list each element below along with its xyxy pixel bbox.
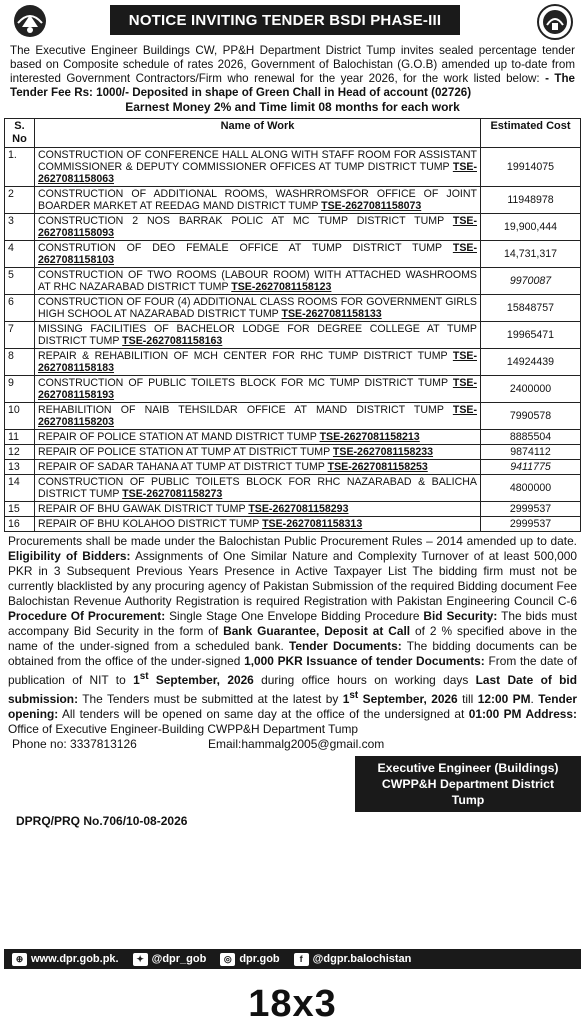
submission-time: 12:00 PM <box>477 691 531 706</box>
row-sno: 12 <box>5 445 35 460</box>
row-work-name <box>35 502 481 517</box>
notice-title: NOTICE INVITING TENDER BSDI PHASE-III <box>110 5 460 35</box>
table-row <box>5 376 581 403</box>
tse-code: TSE-2627081158163 <box>122 335 223 347</box>
row-estimated-cost: 2999537 <box>481 517 581 532</box>
works-table <box>4 118 581 532</box>
tender-documents-text-3: during office hours on working days <box>253 672 476 687</box>
row-sno: 10 <box>5 403 35 430</box>
social-item <box>12 953 119 966</box>
last-date-text-2: till <box>457 691 478 706</box>
social-handle: www.dpr.gob.pk. <box>31 953 119 965</box>
table-row <box>5 475 581 502</box>
row-work-name <box>35 517 481 532</box>
row-sno: 2 <box>5 187 35 214</box>
bid-security-form: Bank Guarantee, Deposit at Call <box>223 624 411 638</box>
row-estimated-cost: 9874112 <box>481 445 581 460</box>
tender-documents-text: The bidding documents can be obtained from the office of the under-signed <box>8 639 577 668</box>
row-sno: 6 <box>5 295 35 322</box>
row-work-name <box>35 445 481 460</box>
bid-security-text: The bids must accompany Bid Security in the form of <box>8 609 578 638</box>
table-row <box>5 241 581 268</box>
twitter-icon: ✦ <box>133 953 148 966</box>
row-work-name <box>35 460 481 475</box>
email-address: Email:hammalg2005@gmail.com <box>208 736 385 751</box>
header-sno: S. No <box>5 119 35 148</box>
table-row <box>5 148 581 187</box>
tender-opening-label: Tender opening: <box>8 691 577 721</box>
issue-date-suffix: st <box>139 671 149 682</box>
row-work-name <box>35 241 481 268</box>
works-table-body <box>5 148 581 532</box>
row-work-name <box>35 322 481 349</box>
work-description: CONSTRUCTION 2 NOS BARRAK POLIC AT MC TUMP DISTRICT TUMP <box>38 215 453 227</box>
row-work-name <box>35 430 481 445</box>
row-sno: 15 <box>5 502 35 517</box>
social-handle: dpr.gob <box>239 953 280 965</box>
tse-code: TSE-2627081158313 <box>262 518 363 530</box>
procedure-text: Single Stage One Envelope Bidding Procedure <box>165 609 424 623</box>
tender-notice <box>4 3 581 980</box>
tse-code: TSE-2627081158293 <box>248 503 349 515</box>
table-row <box>5 349 581 376</box>
earnest-money-text: Earnest Money 2% and Time limit 08 months for each work <box>125 100 460 114</box>
row-estimated-cost: 19914075 <box>481 148 581 187</box>
ad-size-label: 18x3 <box>248 983 337 1024</box>
row-sno: 16 <box>5 517 35 532</box>
row-sno: 3 <box>5 214 35 241</box>
intro-paragraph <box>4 44 581 100</box>
row-sno: 8 <box>5 349 35 376</box>
tse-code: TSE-2627081158063 <box>38 161 477 185</box>
tse-code: TSE-2627081158213 <box>319 431 420 443</box>
tender-opening-text: All tenders will be opened on same day at the office of the undersigned at <box>58 706 469 721</box>
work-description: REPAIR OF BHU KOLAHOO DISTRICT TUMP <box>38 518 263 530</box>
row-work-name <box>35 187 481 214</box>
intro-text: The Executive Engineer Buildings CW, PP&H Department District Tump invites sealed percentage tender based on Composite schedule of rates 2026, Government of Balochistan (G.O.B) amended up to-date from interested Government Contractors/Firm who renewal for the year 2026, for the work listed below: <box>10 44 575 85</box>
last-date-text: The Tenders must be submitted at the latest by <box>78 691 343 706</box>
sentence-end: . <box>530 691 539 706</box>
work-description: CONSTRUCTION OF TWO ROOMS (LABOUR ROOM) WITH ATTACHED WASHROOMS AT RHC NAZARABAD DISTRICT TUMP <box>38 269 477 293</box>
tse-code: TSE-2627081158233 <box>332 446 434 458</box>
department-emblem-logo <box>533 3 577 41</box>
address-label: Address: <box>521 706 577 721</box>
eligibility-label: Eligibility of Bidders: <box>8 549 131 563</box>
phone-number: Phone no: 3337813126 <box>12 736 137 751</box>
work-description: REPAIR OF POLICE STATION AT TUMP AT DISTRICT TUMP <box>38 446 333 458</box>
table-row <box>5 214 581 241</box>
row-estimated-cost: 9411775 <box>481 460 581 475</box>
table-row <box>5 430 581 445</box>
signature-line-2: CWPP&H Department District <box>381 776 555 791</box>
row-work-name <box>35 475 481 502</box>
tse-code: TSE-2627081158073 <box>321 200 422 212</box>
reference-number: DPRQ/PRQ No.706/10-08-2026 <box>16 813 188 828</box>
work-description: CONSTRUCTION OF PUBLIC TOILETS BLOCK FOR RHC NAZARABAD & BALICHA DISTRICT TUMP <box>38 476 477 500</box>
submission-date-day: 1 <box>342 691 350 706</box>
row-work-name <box>35 349 481 376</box>
work-description: CONSTRUCTION OF FOUR (4) ADDITIONAL CLASS ROOMS FOR GOVERNMENT GIRLS HIGH SCHOOL AT NAZARABAD DISTRICT TUMP <box>38 296 477 320</box>
instagram-icon: ◎ <box>220 953 235 966</box>
tse-code: TSE-2627081158253 <box>327 461 428 473</box>
work-description: CONSTRUCTION OF PUBLIC TOILETS BLOCK FOR MC TUMP DISTRICT TUMP <box>38 377 453 389</box>
row-estimated-cost: 2999537 <box>481 502 581 517</box>
tender-documents-fee: 1,000 PKR Issuance of tender Documents: <box>244 654 485 668</box>
work-description: CONSTRUCTION OF ADDITIONAL ROOMS, WASHRROMSFOR OFFICE OF JOINT BOARDER MARKET AT REEDAG MAND DISTRICT TUMP <box>38 188 477 212</box>
work-description: MISSING FACILITIES OF BACHELOR LODGE FOR DEGREE COLLEGE AT TUMP DISTRICT TUMP <box>38 323 477 347</box>
work-description: REPAIR OF SADAR TAHANA AT TUMP AT DISTRICT TUMP <box>38 461 328 473</box>
bid-security-label: Bid Security: <box>423 609 498 623</box>
table-row <box>5 268 581 295</box>
row-estimated-cost: 9970087 <box>481 268 581 295</box>
row-sno: 14 <box>5 475 35 502</box>
row-estimated-cost: 7990578 <box>481 403 581 430</box>
tse-code: TSE-2627081158133 <box>281 308 382 320</box>
last-date-label: Last Date of bid submission: <box>8 672 577 706</box>
work-description: REPAIR & REHABILITION OF MCH CENTER FOR RHC TUMP DISTRICT TUMP <box>38 350 453 362</box>
tse-code: TSE-2627081158193 <box>38 377 477 401</box>
eligibility-text: Assignments of One Similar Nature and Complexity Turnover of at least 500,000 PKR in 3 Subsequent Previous Years Presence in Active Taxpayer List The bidding firm must not be currently blacklisted by any procuring agency of Pakistan Submission of the required Bidding document Fee Balochistan Revenue Authority Registration is required Registration with Pakistan Engineering Council C-6 <box>8 549 577 608</box>
submission-date-suffix: st <box>349 689 359 701</box>
bid-security-text-2: of 2 % specified above in the name of the under-signed from a scheduled bank. <box>8 624 577 653</box>
social-handle: @dgpr.balochistan <box>312 953 412 965</box>
social-media-bar <box>4 949 581 969</box>
row-sno: 9 <box>5 376 35 403</box>
row-estimated-cost: 19,900,444 <box>481 214 581 241</box>
row-work-name <box>35 148 481 187</box>
signature-line-3: Tump <box>451 792 485 807</box>
globe-icon: ⊕ <box>12 953 27 966</box>
row-sno: 4 <box>5 241 35 268</box>
work-description: CONSTRUCTION OF CONFERENCE HALL ALONG WITH STAFF ROOM FOR ASSISTANT COMMISSIONER & DEPUTY COMMISSIONER OFFICES AT TUMP DISTRICT TUMP <box>38 149 477 173</box>
social-item <box>294 953 412 966</box>
work-description: REPAIR OF POLICE STATION AT MAND DISTRICT TUMP <box>38 431 320 443</box>
row-sno: 5 <box>5 268 35 295</box>
address-text: Office of Executive Engineer-Building CWPP&H Department Tump <box>8 721 359 736</box>
social-item <box>220 953 279 966</box>
tse-code: TSE-2627081158093 <box>38 215 477 239</box>
tender-documents-text-2: From the date of publication of NIT to <box>8 654 578 687</box>
row-estimated-cost: 15848757 <box>481 295 581 322</box>
row-work-name <box>35 268 481 295</box>
row-sno: 7 <box>5 322 35 349</box>
facebook-icon: f <box>294 953 309 966</box>
signature-line-1: Executive Engineer (Buildings) <box>377 760 559 775</box>
tse-code: TSE-2627081158273 <box>122 488 223 500</box>
row-estimated-cost: 4800000 <box>481 475 581 502</box>
work-description: REHABILITION OF NAIB TEHSILDAR OFFICE AT MAND DISTRICT TUMP <box>38 404 453 416</box>
social-handle: @dpr_gob <box>151 953 207 965</box>
row-estimated-cost: 8885504 <box>481 430 581 445</box>
row-estimated-cost: 2400000 <box>481 376 581 403</box>
notice-header <box>4 3 581 39</box>
tse-code: TSE-2627081158103 <box>38 242 477 266</box>
table-row <box>5 295 581 322</box>
header-estimated-cost: Estimated Cost <box>481 119 581 148</box>
table-header-row <box>5 119 581 148</box>
social-item <box>133 953 207 966</box>
row-estimated-cost: 14,731,317 <box>481 241 581 268</box>
footer-area <box>4 752 581 836</box>
submission-date-rest: September, 2026 <box>358 691 458 706</box>
tender-documents-label: Tender Documents: <box>289 639 402 653</box>
tse-code: TSE-2627081158203 <box>38 404 477 428</box>
row-sno: 13 <box>5 460 35 475</box>
header-name-of-work: Name of Work <box>35 119 481 148</box>
tse-code: TSE-2627081158123 <box>231 281 332 293</box>
procurement-details <box>4 534 581 737</box>
opening-time: 01:00 PM <box>468 706 522 721</box>
table-row <box>5 187 581 214</box>
tse-code: TSE-2627081158183 <box>38 350 477 374</box>
tender-fee-text: - The Tender Fee Rs: 1000/- Deposited in shape of Green Chall in Head of account (02726) <box>10 72 575 99</box>
table-row <box>5 322 581 349</box>
procedure-label: Procedure Of Procurement: <box>8 609 166 623</box>
signature-block <box>355 756 581 812</box>
row-estimated-cost: 14924439 <box>481 349 581 376</box>
issue-date-rest: September, 2026 <box>148 672 254 687</box>
table-row <box>5 502 581 517</box>
balochistan-govt-logo <box>8 3 52 39</box>
table-row <box>5 445 581 460</box>
row-work-name <box>35 376 481 403</box>
row-estimated-cost: 19965471 <box>481 322 581 349</box>
row-sno: 1. <box>5 148 35 187</box>
table-row <box>5 460 581 475</box>
work-description: CONSTRUTION OF DEO FEMALE OFFICE AT TUMP DISTRICT TUMP <box>38 242 453 254</box>
table-row <box>5 403 581 430</box>
row-work-name <box>35 295 481 322</box>
row-sno: 11 <box>5 430 35 445</box>
table-row <box>5 517 581 532</box>
issue-date-day: 1 <box>133 672 140 687</box>
row-work-name <box>35 214 481 241</box>
procurement-rules-text: Procurements shall be made under the Balochistan Public Procurement Rules – 2014 amended up to date. <box>8 534 577 548</box>
row-work-name <box>35 403 481 430</box>
row-estimated-cost: 11948978 <box>481 187 581 214</box>
contact-line <box>4 737 581 752</box>
work-description: REPAIR OF BHU GAWAK DISTRICT TUMP <box>38 503 249 515</box>
